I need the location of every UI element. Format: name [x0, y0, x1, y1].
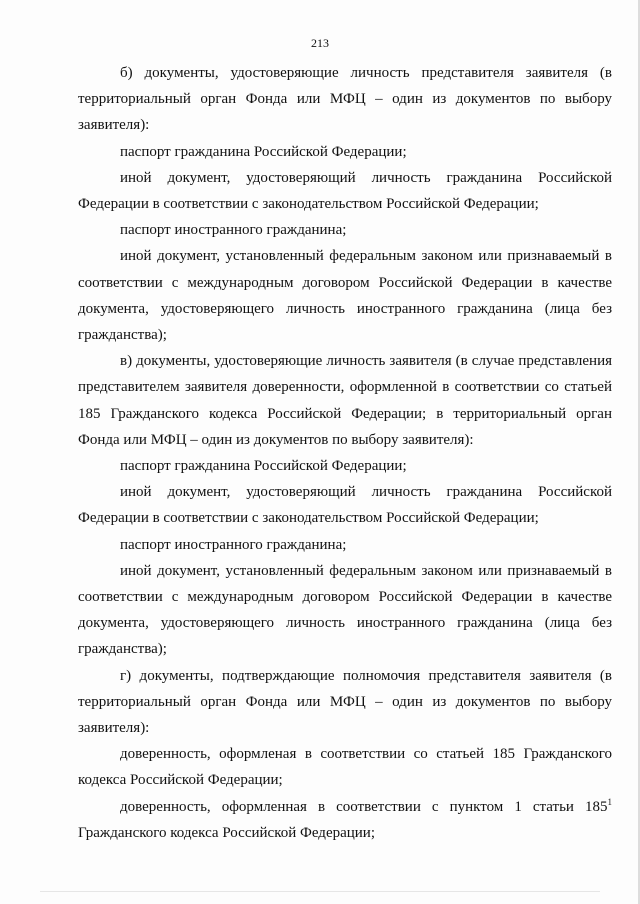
paragraph: г) документы, подтверждающие полномочия представителя заявителя (в территориальный орган Фонда или МФЦ – один из документов по выбору заявителя): [78, 667, 612, 737]
document-body [78, 60, 612, 846]
superscript-number: 1 [607, 796, 612, 807]
paragraph: паспорт иностранного гражданина; [120, 536, 347, 553]
paragraph: б) документы, удостоверяющие личность представителя заявителя (в территориальный орган Фонда или МФЦ – один из документов по выбору заявителя): [78, 65, 612, 134]
paragraph: паспорт гражданина Российской Федерации; [120, 143, 407, 160]
paragraph: иной документ, установленный федеральным законом или признаваемый в соответствии с международным договором Российской Федерации в качестве документа, удостоверяющего личность иностранного гражданина (лица без гражданства); [78, 562, 612, 658]
paragraph: иной документ, удостоверяющий личность гражданина Российской Федерации в соответствии с законодательством Российской Федерации; [78, 169, 612, 213]
paragraph-last-text-end: Гражданского кодекса Российской Федерации; [78, 824, 376, 841]
paragraph: паспорт гражданина Российской Федерации; [120, 458, 407, 475]
scan-edge-line [40, 891, 600, 892]
page-number: 213 [311, 36, 329, 50]
paragraph: иной документ, удостоверяющий личность гражданина Российской Федерации в соответствии с законодательством Российской Федерации; [78, 484, 612, 527]
paragraph: иной документ, установленный федеральным законом или признаваемый в соответствии с международным договором Российской Федерации в качестве документа, удостоверяющего личность иностранного гражданина (лица без гражданства); [78, 248, 612, 344]
paragraph: в) документы, удостоверяющие личность заявителя (в случае представления представителем заявителя доверенности, оформленной в соответствии со статьей 185 Гражданского кодекса Российской Федерации; в территориальный орган Фонда или МФЦ – один из документов по выбору заявителя): [78, 353, 612, 448]
paragraph: доверенность, оформленая в соответствии со статьей 185 Гражданского кодекса Российской Федерации; [78, 746, 612, 789]
paragraph-last [78, 794, 612, 846]
paragraph-last-text: доверенность, оформленная в соответствии с пунктом 1 статьи 185 [120, 798, 608, 815]
paragraph: паспорт иностранного гражданина; [120, 222, 347, 239]
